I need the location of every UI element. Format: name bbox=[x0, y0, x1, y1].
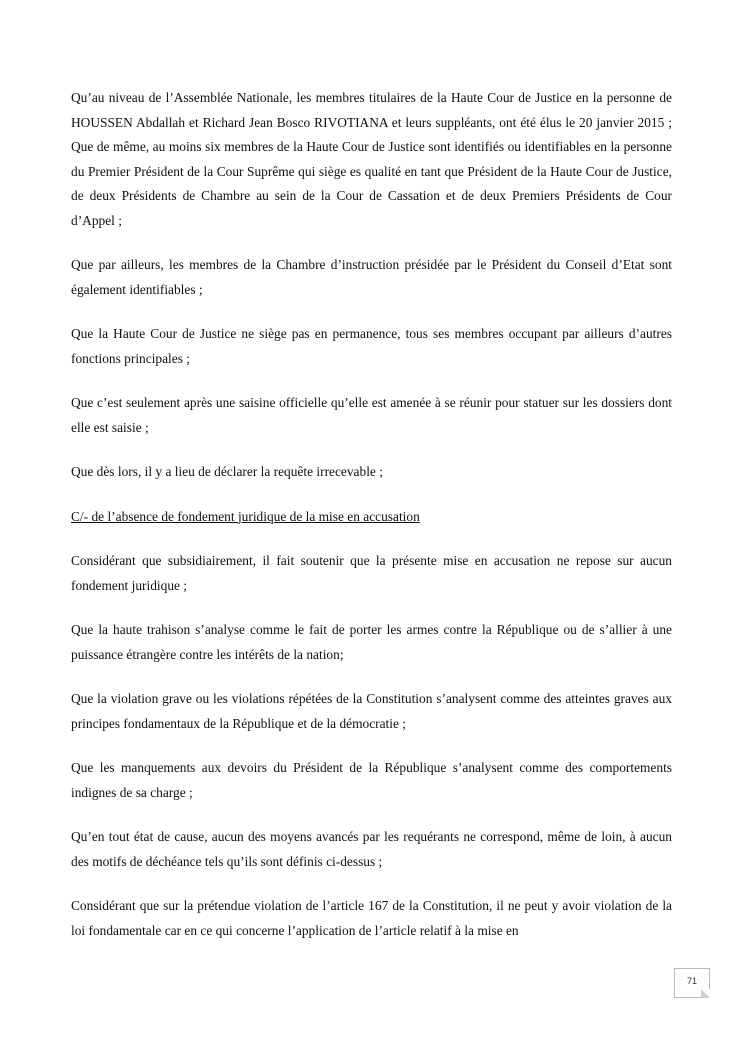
paragraph-high-treason: Que la haute trahison s’analyse comme le fait de porter les armes contre la République ou de s’allier à une puissance étrangère contre les intérêts de la nation; bbox=[71, 622, 672, 662]
paragraph-constitution-violation: Que la violation grave ou les violations répétées de la Constitution s’analysent comme des atteintes graves aux principes fondamentaux de la République et de la démocratie ; bbox=[71, 691, 672, 731]
paragraph-article-167: Considérant que sur la prétendue violation de l’article 167 de la Constitution, il ne peut y avoir violation de la loi fondamentale car en ce qui concerne l’application de l’article relatif à la mise en bbox=[71, 898, 672, 938]
page-number-box bbox=[674, 968, 710, 998]
document-page bbox=[71, 86, 672, 963]
paragraph-duty-breaches: Que les manquements aux devoirs du Président de la République s’analysent comme des comportements indignes de sa charge ; bbox=[71, 760, 672, 800]
paragraph-official-referral: Que c’est seulement après une saisine officielle qu’elle est amenée à se réunir pour statuer sur les dossiers dont elle est saisie ; bbox=[71, 395, 672, 435]
folded-corner-icon bbox=[701, 989, 710, 998]
paragraph-instruction-chamber: Que par ailleurs, les membres de la Chambre d’instruction présidée par le Président du Conseil d’Etat sont également identifiables ; bbox=[71, 257, 672, 297]
paragraph-no-grounds: Qu’en tout état de cause, aucun des moyens avancés par les requérants ne correspond, même de loin, à aucun des motifs de déchéance tels qu’ils sont définis ci-dessus ; bbox=[71, 829, 672, 869]
paragraph-no-legal-basis: Considérant que subsidiairement, il fait soutenir que la présente mise en accusation ne repose sur aucun fondement juridique ; bbox=[71, 553, 672, 593]
page-number: 71 bbox=[686, 976, 697, 986]
section-heading-legal-basis: C/- de l’absence de fondement juridique de la mise en accusation bbox=[71, 508, 420, 524]
paragraph-inadmissible: Que dès lors, il y a lieu de déclarer la requête irrecevable ; bbox=[71, 464, 383, 479]
paragraph-assembly-members: Qu’au niveau de l’Assemblée Nationale, les membres titulaires de la Haute Cour de Justice en la personne de HOUSSEN Abdallah et Richard Jean Bosco RIVOTIANA et leurs suppléants, ont été élus le 20 janvier 2015 ; Que de même, au moins six membres de la Haute Cour de Justice sont identifiés ou identifiables en la personne du Premier Président de la Cour Suprême qui siège es qualité en tant que Président de la Haute Cour de Justice, de deux Présidents de Chambre au sein de la Cour de Cassation et de deux Premiers Présidents de Cour d’Appel ; bbox=[71, 90, 672, 228]
paragraph-not-permanent: Que la Haute Cour de Justice ne siège pas en permanence, tous ses membres occupant par ailleurs d’autres fonctions principales ; bbox=[71, 326, 672, 366]
